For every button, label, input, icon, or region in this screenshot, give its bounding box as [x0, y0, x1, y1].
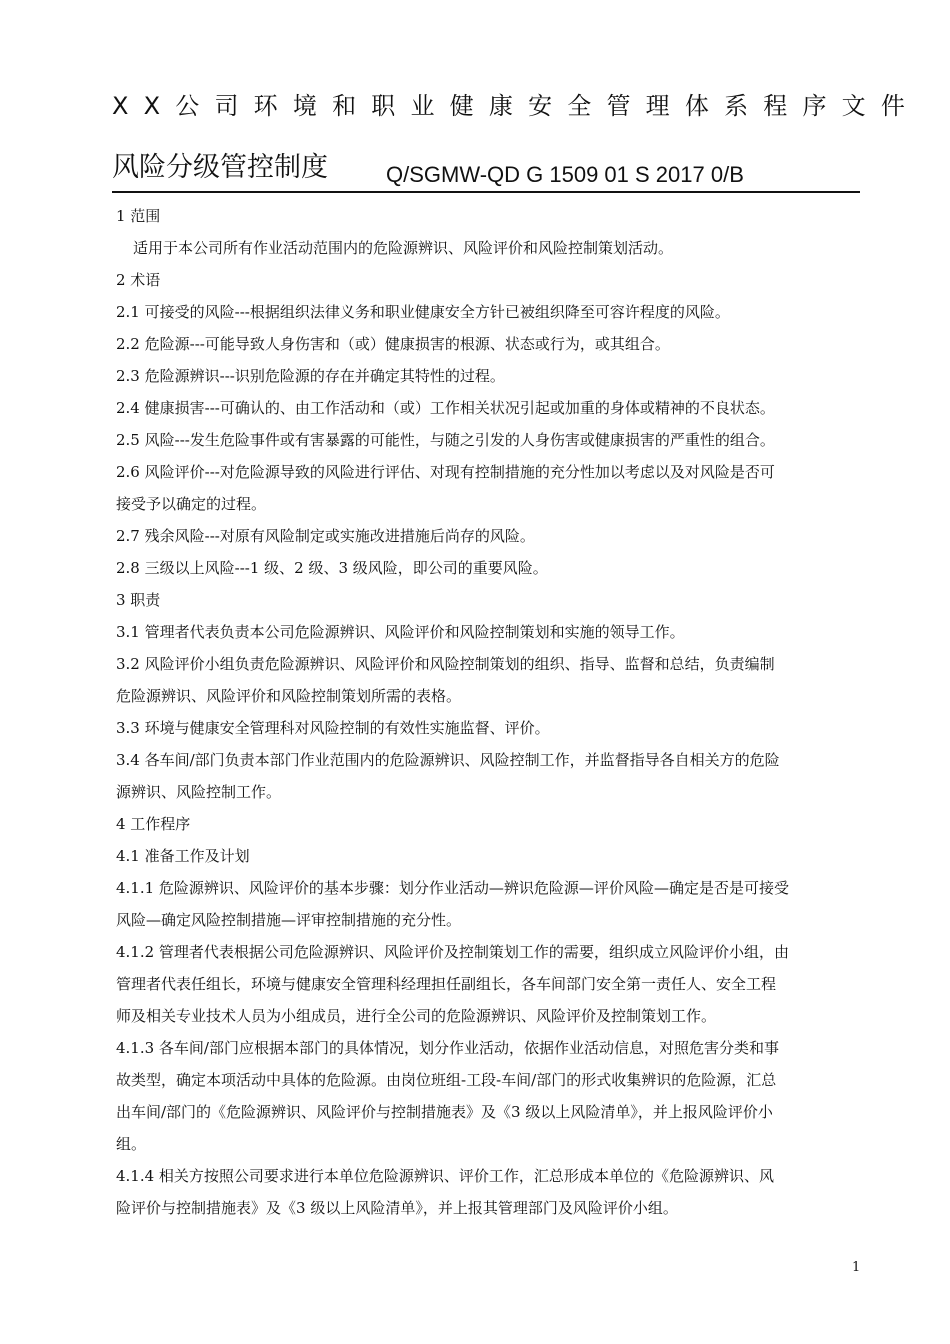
paragraph-line: 风险—确定风险控制措施—评审控制措施的充分性。: [116, 911, 462, 929]
section-heading: 4 工作程序: [116, 815, 191, 833]
paragraph-line: 管理者代表任组长，环境与健康安全管理科经理担任副组长，各车间部门安全第一责任人、安全工程: [116, 975, 777, 993]
paragraph-line: 4.1.2 管理者代表根据公司危险源辨识、风险评价及控制策划工作的需要，组织成立风险评价小组，由: [116, 943, 789, 961]
doc-code: Q/SGMW-QD G 1509 01 S 2017 0/B: [386, 162, 744, 187]
doc-name: 风险分级管控制度: [112, 152, 328, 183]
section-heading: 1 范围: [116, 207, 161, 225]
paragraph-line: 2.7 残余风险---对原有风险制定或实施改进措施后尚存的风险。: [116, 527, 535, 545]
paragraph-line: 2.5 风险---发生危险事件或有害暴露的可能性，与随之引发的人身伤害或健康损害的严重性的组合。: [116, 431, 775, 449]
paragraph-line: 3.1 管理者代表负责本公司危险源辨识、风险评价和风险控制策划和实施的领导工作。: [116, 623, 685, 641]
paragraph-line: 危险源辨识、风险评价和风险控制策划所需的表格。: [116, 687, 462, 705]
paragraph-line: 接受予以确定的过程。: [116, 495, 267, 513]
section-heading: 3 职责: [116, 591, 161, 609]
document-body: [116, 200, 858, 1224]
header-title: XX公司环境和职业健康安全管理体系程序文件: [112, 92, 921, 120]
paragraph-line: 3.2 风险评价小组负责危险源辨识、风险评价和风险控制策划的组织、指导、监督和总结，负责编制: [116, 655, 775, 673]
paragraph-line: 故类型，确定本项活动中具体的危险源。由岗位班组-工段-车间/部门的形式收集辨识的危险源，汇总: [116, 1071, 777, 1089]
paragraph-line: 险评价与控制措施表》及《3 级以上风险清单》，并上报其管理部门及风险评价小组。: [116, 1199, 678, 1217]
paragraph-line: 4.1.3 各车间/部门应根据本部门的具体情况，划分作业活动，依据作业活动信息，对照危害分类和事: [116, 1039, 779, 1057]
paragraph-line: 师及相关专业技术人员为小组成员，进行全公司的危险源辨识、风险评价及控制策划工作。: [116, 1007, 717, 1025]
paragraph-line: 2.4 健康损害---可确认的、由工作活动和（或）工作相关状况引起或加重的身体或精神的不良状态。: [116, 399, 775, 417]
paragraph-line: 4.1.1 危险源辨识、风险评价的基本步骤：划分作业活动—辨识危险源—评价风险—确定是否是可接受: [116, 879, 789, 897]
paragraph-line: 2.8 三级以上风险---1 级、2 级、3 级风险，即公司的重要风险。: [116, 559, 548, 577]
paragraph-line: 4.1.4 相关方按照公司要求进行本单位危险源辨识、评价工作，汇总形成本单位的《危险源辨识、风: [116, 1167, 774, 1185]
paragraph-line: 出车间/部门的《危险源辨识、风险评价与控制措施表》及《3 级以上风险清单》，并上报风险评价小: [116, 1103, 773, 1121]
paragraph-line: 2.6 风险评价---对危险源导致的风险进行评估、对现有控制措施的充分性加以考虑以及对风险是否可: [116, 463, 775, 481]
subsection-heading: 4.1 准备工作及计划: [116, 847, 250, 865]
paragraph-line: 2.1 可接受的风险---根据组织法律义务和职业健康安全方针已被组织降至可容许程度的风险。: [116, 303, 730, 321]
section-heading: 2 术语: [116, 271, 161, 289]
header-divider: [112, 191, 860, 193]
doc-subheader: [112, 150, 862, 190]
paragraph-line: 适用于本公司所有作业活动范围内的危险源辨识、风险评价和风险控制策划活动。: [133, 239, 674, 257]
paragraph-line: 组。: [116, 1135, 147, 1153]
paragraph-line: 3.3 环境与健康安全管理科对风险控制的有效性实施监督、评价。: [116, 719, 550, 737]
paragraph-line: 2.3 危险源辨识---识别危险源的存在并确定其特性的过程。: [116, 367, 505, 385]
paragraph-line: 2.2 危险源---可能导致人身伤害和（或）健康损害的根源、状态或行为，或其组合。: [116, 335, 670, 353]
paragraph-line: 源辨识、风险控制工作。: [116, 783, 282, 801]
paragraph-line: 3.4 各车间/部门负责本部门作业范围内的危险源辨识、风险控制工作，并监督指导各自相关方的危险: [116, 751, 780, 769]
page-number: 1: [852, 1260, 861, 1275]
